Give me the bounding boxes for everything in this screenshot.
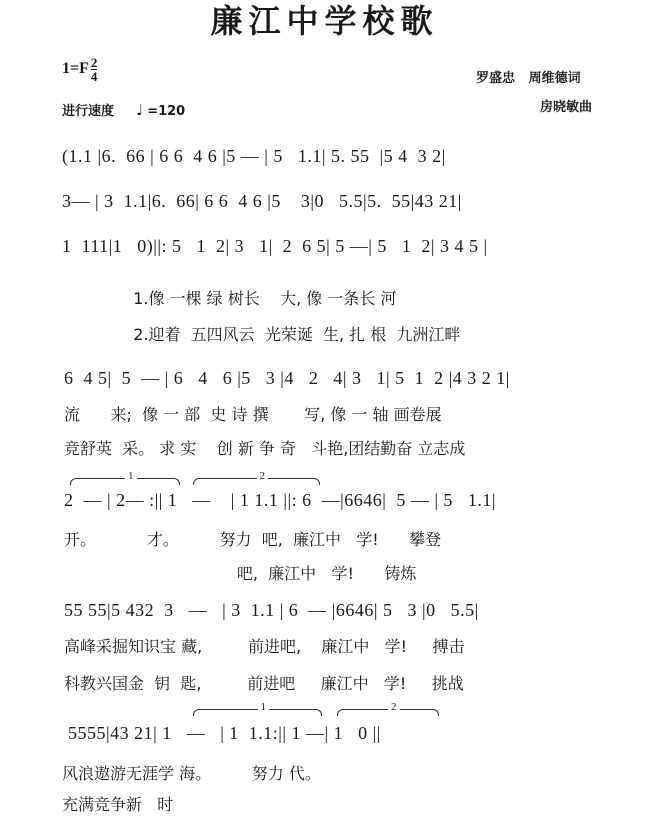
lyrics-verse-1: 1.像 一棵 绿 树长 大, 像 一条长 河 — [62, 289, 397, 308]
music-line: 6 4 5| 5 — | 6 4 6 |5 3 |4 2 4| 3 1| 5 1 2 |4 3 2 1| — [64, 368, 510, 388]
volta-number: 1 — [258, 701, 270, 713]
tempo-value: =120 — [147, 104, 186, 119]
volta-bracket — [70, 470, 180, 485]
lyrics-verse-2: 竞舒英 采。 求 实 创 新 争 奇 斗艳,团结勤奋 立志成 — [64, 439, 466, 458]
volta-bracket — [337, 701, 439, 716]
time-numerator: 2 — [90, 55, 98, 70]
music-line: 1 111|1 0)||: 5 1 2| 3 1| 2 6 5| 5 —| 5 1 2| 3 4 5 | — [62, 236, 488, 256]
music-line: (1.1 |6. 66 | 6 6 4 6 |5 — | 5 1.1| 5. 55 |5 4 3 2| — [62, 146, 446, 166]
key-label: 1=F — [62, 60, 89, 78]
key-signature — [62, 56, 97, 83]
lyrics-verse-2: 2.迎着 五四风云 光荣诞 生, 扎 根 九洲江畔 — [62, 325, 461, 344]
lyrics-verse-2: 科教兴国金 钥 匙, 前进吧 廉江中 学! 挑战 — [64, 674, 464, 693]
time-denominator: 4 — [90, 69, 98, 84]
music-line: 2 — | 2— :|| 1 — | 1 1.1 ||: 6 —|6646| 5 — | 5 1.1| — [64, 490, 497, 510]
lyrics-verse-1: 高峰采掘知识宝 藏, 前进吧, 廉江中 学! 搏击 — [64, 637, 465, 656]
music-line: 5555|43 21| 1 — | 1 1.1:|| 1 —| 1 0 || — [68, 723, 381, 743]
time-signature — [91, 56, 98, 83]
lyrics-verse-2: 充满竞争新 时 — [62, 795, 174, 814]
lyrics-verse-1: 风浪遨游无涯学 海。 努力 代。 — [62, 764, 321, 783]
volta-bracket — [193, 470, 320, 485]
music-line: 55 55|5 432 3 — | 3 1.1 | 6 — |6646| 5 3 |0 5.5| — [64, 600, 479, 620]
lyricists-credit: 罗盛忠 周维德词 — [476, 71, 581, 86]
quarter-note-icon: ♩ — [136, 101, 144, 119]
volta-bracket — [193, 701, 322, 716]
lyrics-verse-2: 吧, 廉江中 学! 铸炼 — [64, 564, 417, 583]
lyrics-verse-1: 开。 才。 努力 吧, 廉江中 学! 攀登 — [64, 530, 442, 549]
tempo-marking — [62, 100, 185, 119]
lyrics-verse-1: 流 来; 像 一 部 史 诗 撰 写, 像 一 轴 画卷展 — [64, 405, 442, 424]
tempo-label: 进行速度 — [62, 104, 115, 119]
music-line: 3— | 3 1.1|6. 66| 6 6 4 6 |5 3|0 5.5|5. 55|43 21| — [62, 191, 462, 211]
volta-number: 1 — [125, 470, 137, 482]
volta-number: 2 — [388, 701, 400, 713]
composer-credit: 房晓敏曲 — [540, 100, 593, 115]
song-title: 廉江中学校歌 — [210, 2, 439, 40]
volta-number: 2 — [257, 470, 269, 482]
